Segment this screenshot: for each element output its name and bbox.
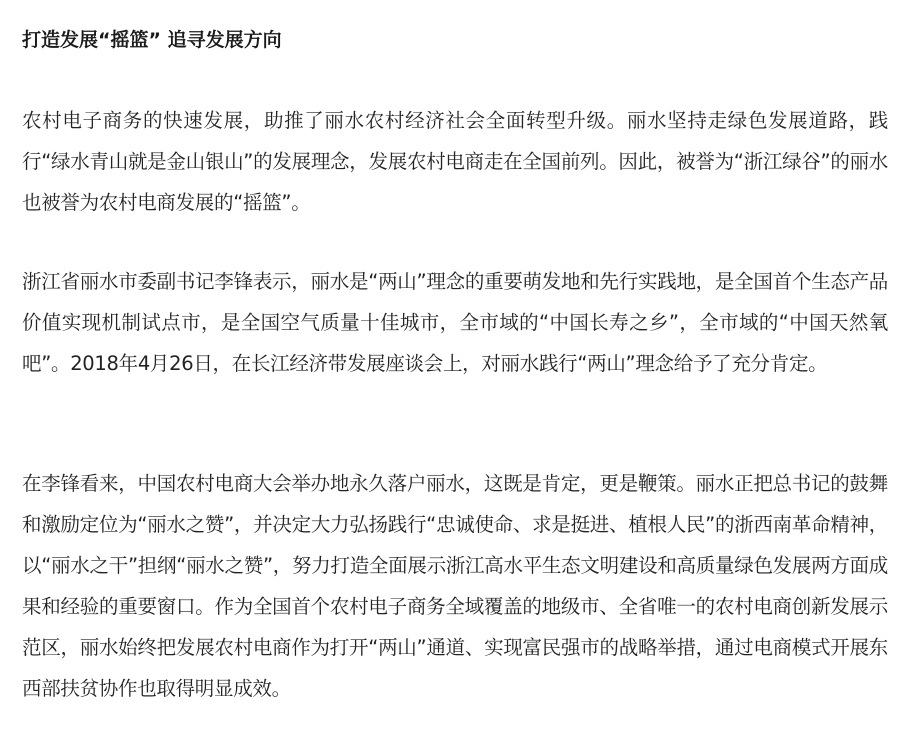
article-paragraph: 在李锋看来，中国农村电商大会举办地永久落户丽水，这既是肯定，更是鞭策。丽水正把总书记的鼓舞和激励定位为“丽水之赞”，并决定大力弘扬践行“忠诚使命、求是挺进、植根人民”的浙西南革命精神，以“丽水之干”担纲“丽水之赞”，努力打造全面展示浙江高水平生态文明建设和高质量绿色发展两方面成果和经验的重要窗口。作为全国首个农村电子商务全域覆盖的地级市、全省唯一的农村电商创新发展示范区，丽水始终把发展农村电商作为打开“两山”通道、实现富民强市的战略举措，通过电商模式开展东西部扶贫协作也取得明显成效。 <box>22 472 888 700</box>
article-heading: 打造发展“摇篮” 追寻发展方向 <box>22 29 282 51</box>
article-paragraph: 浙江省丽水市委副书记李锋表示，丽水是“两山”理念的重要萌发地和先行实践地，是全国首个生态产品价值实现机制试点市，是全国空气质量十佳城市，全市域的“中国长寿之乡”，全市域的“中国天然氧吧”。2018年4月26日，在长江经济带发展座谈会上，对丽水践行“两山”理念给予了充分肯定。 <box>22 270 888 375</box>
article-paragraph: 农村电子商务的快速发展，助推了丽水农村经济社会全面转型升级。丽水坚持走绿色发展道路，践行“绿水青山就是金山银山”的发展理念，发展农村电商走在全国前列。因此，被誉为“浙江绿谷”的丽水也被誉为农村电商发展的“摇篮”。 <box>22 109 888 214</box>
